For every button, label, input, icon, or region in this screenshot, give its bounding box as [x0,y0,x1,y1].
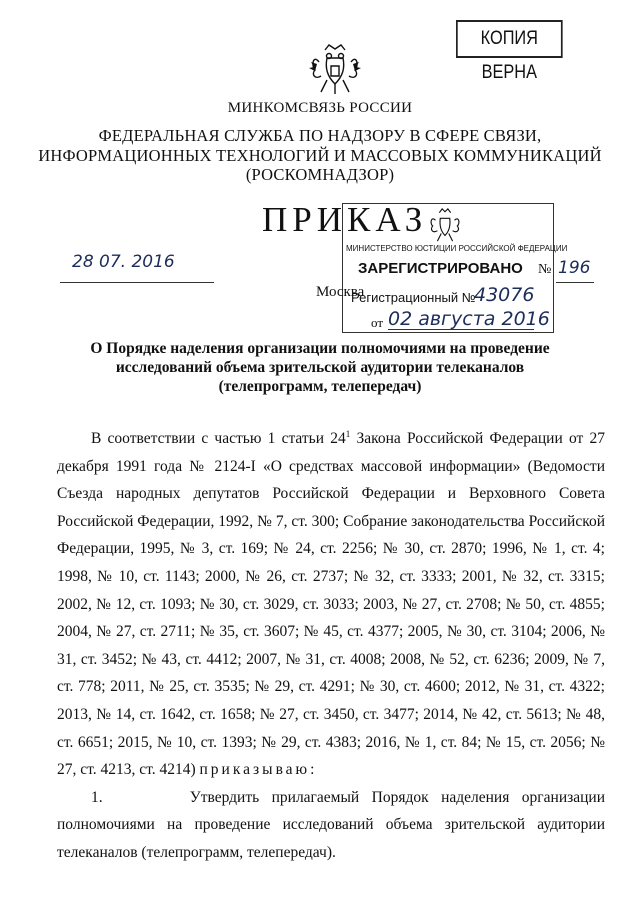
agency-name-line-1: ФЕДЕРАЛЬНАЯ СЛУЖБА ПО НАДЗОРУ В СФЕРЕ СВЯЗИ, [98,126,542,145]
agency-name-line-3: (РОСКОМНАДЗОР) [245,165,395,184]
document-title: ПРИКАЗ [262,200,428,239]
stamp-registration-label: Регистрационный № [351,290,476,305]
preamble-paragraph [57,425,605,784]
subject-line-3: (телепрограмм, телепередач) [218,378,422,395]
stamp-date-underline [388,329,534,330]
subject-line-1: О Порядке наделения организации полномочиями на проведение [90,340,550,357]
copy-certified-stamp: КОПИЯ ВЕРНА [456,20,563,58]
stamp-from-label: от [371,315,384,330]
subject-line-2: исследований объема зрительской аудитории телеканалов [115,359,525,376]
article-superscript: 1 [345,428,351,439]
stamp-registered-label: ЗАРЕГИСТРИРОВАНО [358,260,523,277]
agency-name-line-2: ИНФОРМАЦИОННЫХ ТЕХНОЛОГИЙ И МАССОВЫХ КОММУНИКАЦИЙ [38,146,602,165]
ministry-name: МИНКОМСВЯЗЬ РОССИИ [227,100,413,116]
stamp-emblem-icon [426,207,464,243]
preamble-references: Закона Российской Федерации от 27 декабря 1991 года № 2124-I «О средствах массовой информации» (Ведомости Съезда народных депутатов Российской Федерации и Верховного Совета Российской Федерации, 1992, № 7, ст. 300; Собрание законодательства Российской Федерации, 1995, № 3, ст. 169; № 24, ст. 2256; № 30, ст. 2870; 1996, № 1, ст. 4; 1998, № 10, ст. 1143; 2000, № 26, ст. 2737; № 32, ст. 3333; 2001, № 32, ст. 3315; 2002, № 12, ст. 1093; № 30, ст. 3029, ст. 3033; 2003, № 27, ст. 2708; № 50, ст. 4855; 2004, № 27, ст. 2711; № 35, ст. 3607; № 45, ст. 4377; 2005, № 30, ст. 3104; 2006, № 31, ст. 3452; № 43, ст. 4412; 2007, № 31, ст. 4008; 2008, № 52, ст. 6236; 2009, № 7, ст. 778; 2011, № 25, ст. 3535; № 29, ст. 4291; № 30, ст. 4600; 2012, № 31, ст. 4322; 2013, № 14, ст. 1642, ст. 1658; № 27, ст. 3450, ст. 3477; 2014, № 42, ст. 5613; № 48, ст. 6651; 2015, № 10, ст. 1393; № 29, ст. 4383; 2016, № 1, ст. 84; № 15, ст. 2056; № 27, ст. 4213, ст. 4214) [57,430,605,779]
order-verb: приказываю: [199,761,318,779]
item-text: Утвердить прилагаемый Порядок наделения организации полномочиями на проведение исследований объема зрительской аудитории телеканалов (телепрограмм, телепередач). [57,788,605,861]
stamp-handwritten-date: 02 августа 2016 [388,308,550,330]
city-name: Москва [316,284,365,300]
stamp-ministry-label: МИНИСТЕРСТВО ЮСТИЦИИ РОССИЙСКОЙ ФЕДЕРАЦИИ [346,244,568,253]
stamp-handwritten-registration-number: 43076 [474,284,535,306]
order-body [57,425,605,867]
russian-coat-of-arms-emblem [305,40,365,100]
stamp-number-sign: № [538,262,552,277]
item-number: 1. [91,788,103,806]
stamp-number-underline [556,282,594,283]
order-handwritten-date: 28 07. 2016 [72,252,175,272]
date-underline [60,282,214,283]
preamble-start: В соответствии с частью 1 статьи 24 [91,430,346,447]
order-item-1 [57,784,605,867]
order-subject [70,339,570,396]
stamp-handwritten-number: 196 [558,258,591,278]
